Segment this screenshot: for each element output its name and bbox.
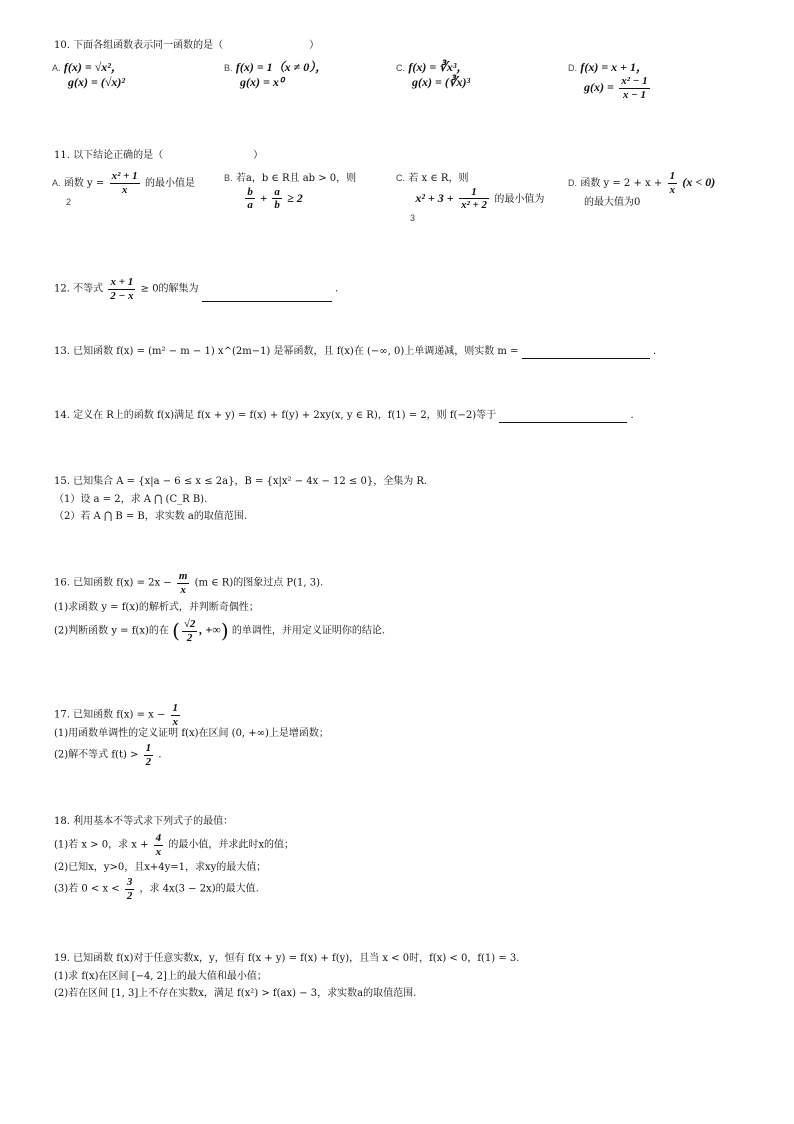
q11-option-d: D. 函数 y = 2 + x + $\frac{1}{x}$ (x < 0) 的最大值为0 bbox=[568, 170, 716, 209]
q11-option-b: B. 若a，b ∈ R且 ab > 0，则 $\frac{b}{a}$ + $\frac{a}{b}$ ≥ 2 bbox=[224, 173, 357, 212]
q11-option-c: C. 若 x ∈ R，则 x² + 3 + $\frac{1}{\text{x² + 2}}$ 的最小值为 3 bbox=[396, 173, 545, 223]
q15: 15. 已知集合 A = {x|a − 6 ≤ x ≤ 2a}，B = {x|x² − 4x − 12 ≤ 0}，全集为 R. （1）设 a = 2，求 A ⋂ (C_R B). （2）若 A ⋂ B = B，求实数 a的取值范围. bbox=[54, 476, 428, 522]
q16-part2: (2)判断函数 y = f(x)的在 ( $\frac{√2}{2}$ , +∞) 的单调性，并用定义证明你的结论. bbox=[54, 618, 386, 644]
q12: 12. 不等式 $\frac{x + 1}{2 - x}$ ≥ 0的解集为 . bbox=[54, 276, 339, 302]
q17-part1: (1)用函数单调性的定义证明 f(x)在区间 (0, +∞)上是增函数； bbox=[54, 728, 329, 739]
q14-answer-blank[interactable] bbox=[499, 422, 627, 423]
q10-stem: 10. 下面各组函数表示同一函数的是（ ） bbox=[54, 40, 320, 51]
q18: 18. 利用基本不等式求下列式子的最值： bbox=[54, 816, 234, 827]
q16: 16. 已知函数 f(x) = 2x − $\frac{m}{x}$ (m ∈ R)的图象过点 P(1, 3). bbox=[54, 570, 324, 596]
q13: 13. 已知函数 f(x) = (m² − m − 1) x^(2m−1) 是幂函数，且 f(x)在 (−∞, 0)上单调递减，则实数 m = . bbox=[54, 346, 657, 357]
q10-d-fraction: $\frac{\text{x² − 1}}{x - 1}$ bbox=[621, 75, 648, 101]
q11-stem: 11. 以下结论正确的是（ ） bbox=[54, 150, 264, 161]
q10-option-a: A. f(x) = √x²， g(x) = (√x)² bbox=[52, 60, 126, 90]
q11-option-a: A. 函数 y = $\frac{\text{x² + 1}}{x}$ 的最小值是 2 bbox=[52, 170, 196, 208]
q12-answer-blank[interactable] bbox=[202, 301, 332, 302]
q17: 17. 已知函数 f(x) = x − $\frac{1}{x}$ bbox=[54, 702, 179, 728]
q17-part2: (2)解不等式 f(t) > $\frac{1}{2}$ . bbox=[54, 742, 162, 768]
q10-option-b: B. f(x) = 1（x ≠ 0）， g(x) = x⁰ bbox=[224, 60, 328, 90]
q18-part3: (3)若 0 < x < $\frac{3}{2}$ ，求 4x(3 − 2x)的最大值. bbox=[54, 876, 259, 902]
q13-answer-blank[interactable] bbox=[522, 358, 650, 359]
q18-part2: (2)已知x，y>0，且x+4y=1，求xy的最大值； bbox=[54, 862, 267, 873]
q10-option-d: D. f(x) = x + 1， g(x) = $\frac{\text{x² − 1}}{x - 1}$ bbox=[568, 60, 649, 101]
q14: 14. 定义在 R上的函数 f(x)满足 f(x + y) = f(x) + f(y) + 2xy(x, y ∈ R)，f(1) = 2，则 f(−2)等于 . bbox=[54, 410, 634, 421]
q16-part1: (1)求函数 y = f(x)的解析式，并判断奇偶性； bbox=[54, 602, 259, 613]
q19: 19. 已知函数 f(x)对于任意实数x，y，恒有 f(x + y) = f(x) + f(y)，且当 x < 0时，f(x) < 0，f(1) = 3. (1)求 f(x)在区间 [−4, 2]上的最大值和最小值； (2)若在区间 [1, 3]上不存在实数x，满足 f(x²) > f(ax) − 3，求实数a的取值范围. bbox=[54, 953, 520, 999]
q18-part1: (1)若 x > 0，求 x + $\frac{4}{x}$ 的最小值，并求此时x的值； bbox=[54, 832, 294, 858]
q10-option-c: C. f(x) = ∛x³， g(x) = (∛x)³ bbox=[396, 60, 471, 90]
